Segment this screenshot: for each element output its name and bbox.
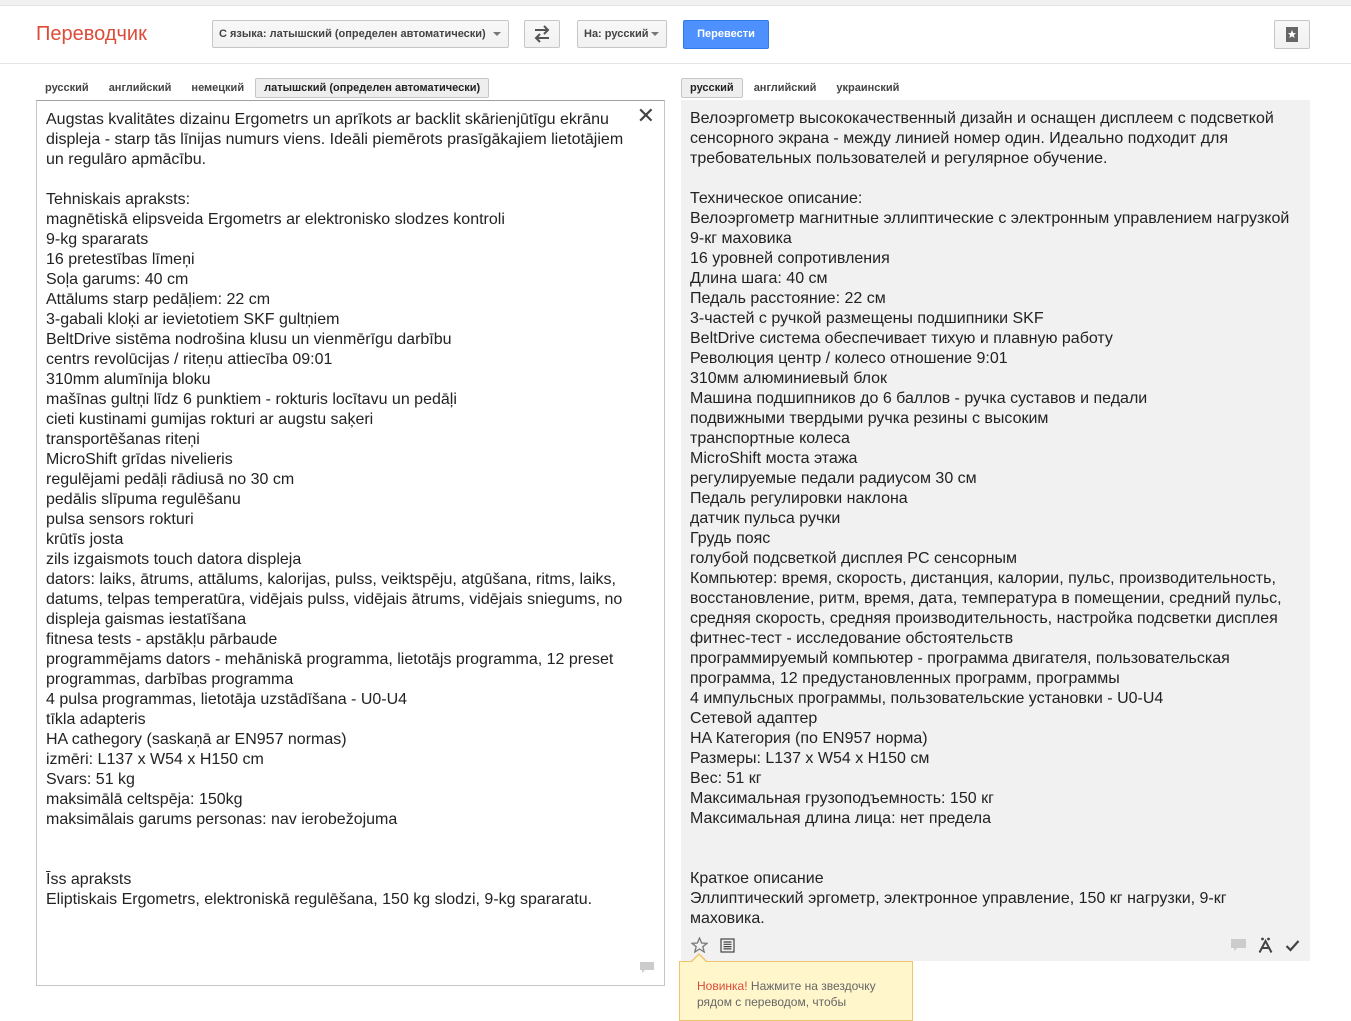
header <box>0 6 1351 64</box>
tooltip-text: Нажмите на звездочку рядом с переводом, чтобы <box>697 979 876 1009</box>
feedback-bubble-icon[interactable] <box>640 962 654 973</box>
new-feature-tooltip <box>679 961 913 1021</box>
phrasebook-icon <box>1275 21 1309 48</box>
source-language-tabs <box>36 78 491 98</box>
check-icon[interactable] <box>1285 939 1300 952</box>
result-text[interactable]: Велоэргометр высококачественный дизайн и оснащен дисплеем с подсветкой сенсорного экрана - между линией номер один. Идеально подходит для требовательных пользователей и регулярное обучение. Техническое описание: Велоэргометр магнитные эллиптические с электронным управлением нагрузкой 9-кг маховика 16 уровней сопротивления Длина шага: 40 см Педаль расстояние: 22 см 3-частей с ручкой размещены подшипники SKF BeltDrive система обеспечивает тихую и плавную работу Революция центр / колесо отношение 9:01 310мм алюминиевый блок Машина подшипников до 6 баллов - ручка суставов и педали подвижными твердыми ручка резины с высоким транспортные колеса MicroShift моста этажа регулируемые педали радиусом 30 см Педаль регулировки наклона датчик пульса ручки Грудь пояс голубой подсветкой дисплея PC сенсорным Компьютер: время, скорость, дистанция, калории, пульс, производительность, восстановление, ритм, время, дата, температура в помещении, средний пульс, средняя скорость, средняя производительность, настройка подсветки дисплея фитнес-тест - исследование обстоятельств программируемый компьютер - программа двигателя, пользовательская программа, 12 предустановленных программ, программы 4 импульсных программы, пользовательские установки - U0-U4 Сетевой адаптер HA Категория (по EN957 норма) Размеры: L137 x W54 x H150 см Вес: 51 кг Максимальная грузоподъемность: 150 кг Максимальная длина лица: нет предела Краткое описание Эллиптический эргометр, электронное управление, 150 кг нагрузки, 9-кг маховика. <box>690 110 1290 927</box>
target-language-tabs <box>681 78 910 98</box>
swap-arrows-icon <box>525 21 559 47</box>
star-icon[interactable] <box>691 937 708 953</box>
source-text[interactable]: Augstas kvalitātes dizainu Ergometrs un aprīkots ar backlit skārienjūtīgu ekrānu displeja - starp tās līnijas numurs viens. Ideāli piemērots prasīgākajiem lietotājiem un regulāro apmācību. Tehniskais apraksts: magnētiskā elipsveida Ergometrs ar elektronisko slodzes kontroli 9-kg spararats 16 pretestības līmeņi Soļa garums: 40 cm Attālums starp pedāļiem: 22 cm 3-gabali kloķi ar ievietotiem SKF gultņiem BeltDrive sistēma nodrošina klusu un vienmērīgu darbību centrs revolūcijas / riteņu attiecība 09:01 310mm alumīnija bloku mašīnas gultņi līdz 6 punktiem - rokturis locītavu un pedāļi cieti kustinami gumijas rokturi ar augstu saķeri transportēšanas riteņi MicroShift grīdas nivelieris regulējami pedāļi rādiusā no 30 cm pedālis slīpuma regulēšanu pulsa sensors rokturi krūtīs josta zils izgaismots touch datora displeja dators: laiks, ātrums, attālums, kalorijas, pulss, veiktspēju, atgūšana, ritms, laiks, datums, telpas temperatūra, vidējais pulss, vidējais ātrums, vidējais sniegums, no displeja gaismas iestatīšana fitnesa tests - apstākļu pārbaude programmējams dators - mehāniskā programma, lietotājs programma, 12 preset programmas, darbības programma 4 pulsa programmas, lietotāja uzstādīšana - U0-U4 tīkla adapteris HA cathegory (saskaņā ar EN957 normas) izmēri: L137 x W54 x H150 cm Svars: 51 kg maksimālā celtspēja: 150kg maksimālais garums personas: nav ierobežojuma Īss apraksts Eliptiskais Ergometrs, elektroniskā regulēšana, 150 kg slodzi, 9-kg spararatu. <box>46 111 624 908</box>
result-panel <box>681 100 1310 961</box>
target-tab-ukrainian[interactable]: украинский <box>836 82 900 94</box>
list-icon[interactable] <box>720 938 735 953</box>
translate-button[interactable]: Перевести <box>683 20 769 49</box>
result-toolbar-right <box>1231 937 1300 953</box>
target-language-label: На: русский <box>584 28 649 40</box>
target-language-select[interactable] <box>577 20 667 48</box>
target-tab-english[interactable]: английский <box>753 82 817 94</box>
swap-languages-button[interactable] <box>524 20 560 48</box>
tooltip-arrow-fill <box>692 955 706 962</box>
source-tab-german[interactable]: немецкий <box>191 82 245 94</box>
source-tab-latvian-detected[interactable]: латышский (определен автоматически) <box>255 78 489 98</box>
app-logo[interactable]: Переводчик <box>36 23 147 45</box>
chevron-down-icon <box>651 32 659 36</box>
target-tab-russian[interactable]: русский <box>681 78 743 98</box>
tooltip-new-label: Новинка! <box>697 979 748 993</box>
source-textarea[interactable] <box>36 100 665 986</box>
clear-x-icon[interactable]: ✕ <box>636 103 655 128</box>
result-toolbar-left <box>691 937 735 953</box>
phrasebook-button[interactable] <box>1274 20 1310 49</box>
source-language-select[interactable] <box>212 20 509 48</box>
source-tab-russian[interactable]: русский <box>45 82 89 94</box>
source-tab-english[interactable]: английский <box>108 82 172 94</box>
transliteration-icon[interactable] <box>1258 937 1273 953</box>
chevron-down-icon <box>493 32 501 36</box>
source-language-label: С языка: латышский (определен автоматически) <box>219 28 486 40</box>
feedback-bubble-icon[interactable] <box>1231 939 1246 952</box>
